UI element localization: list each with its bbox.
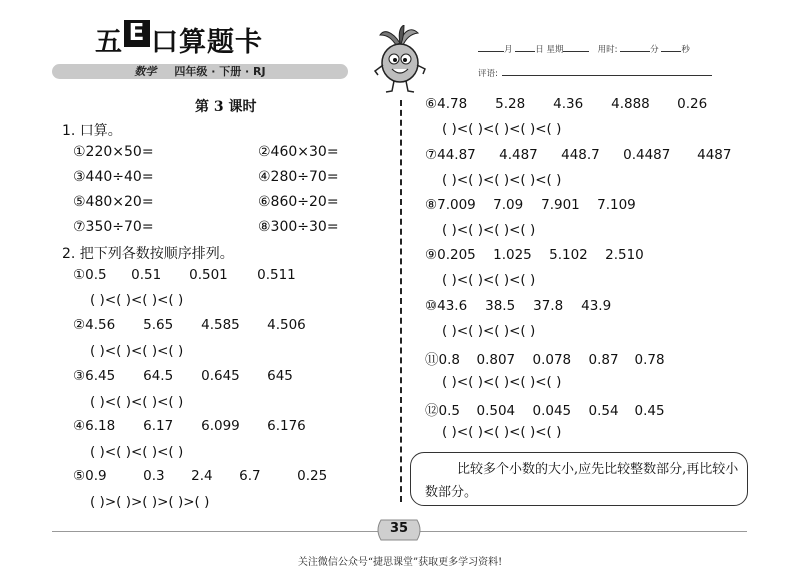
number-group: [425, 96, 707, 112]
calc-item: ②460×30=: [258, 144, 339, 160]
subject-label: 数学: [134, 65, 157, 78]
number: 2.510: [605, 247, 644, 263]
rating-row: [478, 67, 712, 79]
number: 4.888: [611, 96, 650, 112]
number: 0.8: [438, 352, 460, 368]
number: 5.65: [143, 317, 174, 333]
lesson-title: 第 3 课时: [195, 99, 257, 115]
number: 0.5: [85, 267, 107, 283]
number: 448.7: [561, 147, 600, 163]
calc-item: ①220×50=: [73, 144, 154, 160]
number: 43.9: [581, 298, 612, 314]
number-group: [425, 348, 665, 368]
answer-row[interactable]: ( )<( )<( )<( ): [90, 394, 184, 410]
number: 37.8: [533, 298, 564, 314]
calc-item: ④280÷70=: [258, 169, 339, 185]
number: 2.4: [191, 468, 213, 484]
calc-item: ⑧300÷30=: [258, 219, 339, 235]
date-time-row: [478, 43, 690, 55]
number: 0.205: [437, 247, 476, 263]
answer-row[interactable]: ( )<( )<( )<( ): [442, 222, 536, 238]
number: 0.807: [476, 352, 516, 368]
number: 0.504: [476, 403, 516, 419]
number: 4.36: [553, 96, 584, 112]
number: 4.585: [201, 317, 240, 333]
group-label: ⑧: [425, 197, 438, 213]
calc-item: ⑦350÷70=: [73, 219, 154, 235]
number-group: [73, 368, 293, 384]
number: 6.176: [267, 418, 306, 434]
number: 4487: [697, 147, 732, 163]
group-label: ⑨: [425, 247, 438, 263]
number: 5.28: [495, 96, 526, 112]
number: 7.109: [597, 197, 636, 213]
number: 0.25: [297, 468, 328, 484]
logo-post: 口算题卡: [151, 27, 263, 58]
page-number: 35: [389, 521, 409, 536]
group-label: ⑫: [425, 403, 439, 419]
number: 0.26: [677, 96, 708, 112]
number: 0.078: [532, 352, 572, 368]
rating-line: [502, 67, 712, 76]
number: 0.45: [634, 403, 665, 419]
number-group: [73, 317, 306, 333]
number: 7.901: [541, 197, 580, 213]
number: 0.54: [588, 403, 619, 419]
number: 6.18: [85, 418, 116, 434]
number: 7.009: [437, 197, 476, 213]
answer-row[interactable]: ( )<( )<( )<( )<( ): [442, 121, 562, 137]
day-label: 日: [535, 45, 544, 55]
number-group: [73, 468, 327, 484]
number: 38.5: [485, 298, 516, 314]
group-label: ⑪: [425, 352, 439, 368]
number-group: [425, 399, 665, 419]
number-group: [73, 418, 306, 434]
number: 0.645: [201, 368, 240, 384]
radish-mascot-icon: [370, 25, 430, 93]
number: 0.511: [257, 267, 296, 283]
footer-note: 关注微信公众号“捷思课堂”获取更多学习资料!: [297, 557, 503, 568]
number: 645: [267, 368, 293, 384]
number: 44.87: [437, 147, 476, 163]
answer-row[interactable]: ( )<( )<( )<( ): [90, 444, 184, 460]
answer-row[interactable]: ( )<( )<( )<( )<( ): [442, 374, 562, 390]
number: 5.102: [549, 247, 588, 263]
grade-label: 四年级 · 下册 · RJ: [174, 65, 266, 78]
tip-text: 比较多个小数的大小,应先比较整数部分,再比较小数部分。: [425, 462, 739, 500]
number: 0.78: [634, 352, 665, 368]
group-label: ③: [73, 368, 86, 384]
calc-item: ⑤480×20=: [73, 194, 154, 210]
number-group: [425, 247, 644, 263]
number-group: [73, 267, 296, 283]
month-label: 月: [504, 45, 513, 55]
group-label: ①: [73, 267, 86, 283]
logo-e: E: [124, 20, 150, 47]
group-label: ⑦: [425, 147, 438, 163]
number-group: [425, 147, 731, 163]
number: 6.45: [85, 368, 116, 384]
grade-banner: [52, 64, 348, 79]
number: 4.506: [267, 317, 306, 333]
rating-label: 评语:: [478, 69, 498, 79]
logo-pre: 五: [95, 27, 123, 58]
column-divider: [400, 100, 402, 502]
card-logo: [95, 20, 263, 59]
number: 0.3: [143, 468, 165, 484]
section1-title: 1. 口算。: [62, 123, 122, 139]
number: 0.9: [85, 468, 107, 484]
time-label: 用时:: [597, 45, 618, 55]
number: 0.87: [588, 352, 619, 368]
number: 7.09: [493, 197, 524, 213]
calc-item: ⑥860÷20=: [258, 194, 339, 210]
number: 6.099: [201, 418, 240, 434]
number: 4.78: [437, 96, 468, 112]
group-label: ②: [73, 317, 86, 333]
answer-row[interactable]: ( )<( )<( )<( ): [90, 343, 184, 359]
answer-row[interactable]: ( )<( )<( )<( ): [442, 272, 536, 288]
answer-row[interactable]: ( )<( )<( )<( ): [90, 292, 184, 308]
minute-label: 分: [650, 45, 659, 55]
group-label: ⑩: [425, 298, 438, 314]
answer-row[interactable]: ( )<( )<( )<( ): [442, 323, 536, 339]
second-label: 秒: [681, 45, 690, 55]
answer-row[interactable]: ( )>( )>( )>( )>( ): [90, 494, 210, 510]
number: 6.17: [143, 418, 174, 434]
section2-title: 2. 把下列各数按顺序排列。: [62, 246, 234, 262]
number-group: [425, 197, 636, 213]
calc-item: ③440÷40=: [73, 169, 154, 185]
answer-row[interactable]: ( )<( )<( )<( )<( ): [442, 172, 562, 188]
number: 0.045: [532, 403, 572, 419]
number: 0.5: [438, 403, 460, 419]
number: 0.501: [189, 267, 228, 283]
number: 6.7: [239, 468, 261, 484]
number: 0.4487: [623, 147, 671, 163]
group-label: ⑥: [425, 96, 438, 112]
number-group: [425, 298, 611, 314]
group-label: ④: [73, 418, 86, 434]
number: 4.487: [499, 147, 538, 163]
week-label: 星期: [546, 45, 564, 55]
answer-row[interactable]: ( )<( )<( )<( )<( ): [442, 424, 562, 440]
number: 64.5: [143, 368, 174, 384]
number: 4.56: [85, 317, 116, 333]
group-label: ⑤: [73, 468, 86, 484]
number: 1.025: [493, 247, 532, 263]
number: 43.6: [437, 298, 468, 314]
number: 0.51: [131, 267, 162, 283]
